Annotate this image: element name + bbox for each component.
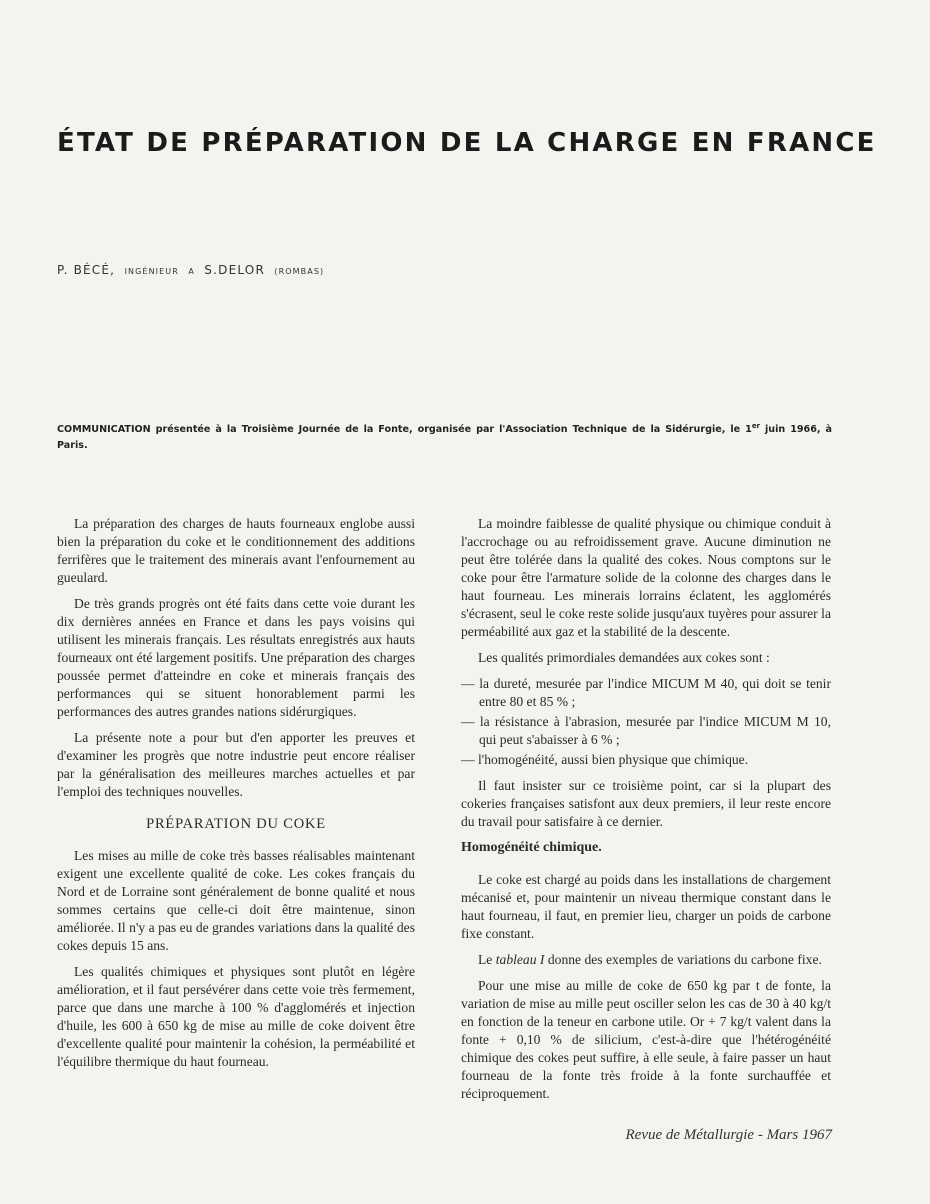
communication-tail: juin 1966, à Paris. — [57, 424, 833, 452]
list-item: — la dureté, mesurée par l'indice MICUM M 40, qui doit se tenir entre 80 et 85 % ; — [461, 676, 831, 709]
subheading: Homogénéité chimique. — [461, 840, 602, 855]
author-line — [57, 263, 324, 277]
author-role: INGÉNIEUR — [124, 267, 179, 276]
list-item: — l'homogénéité, aussi bien physique que chimique. — [461, 752, 749, 767]
section-heading: PRÉPARATION DU COKE — [146, 816, 326, 832]
paragraph: La moindre faiblesse de qualité physique ou chimique conduit à l'accrochage ou au refroidissement grave. Aucune diminution ne peut être tolérée dans la qualité des cokes. Nous comptons sur le coke pour être l'armature solide de la colonne des charges dans le haut fourneau. Les minerais lorrains éclatent, les agglomérés s'écrasent, seul le coke reste solide jusqu'aux tuyères pour assurer la perméabilité aux gaz et la stabilité de la descente. — [461, 516, 831, 639]
paragraph: Les mises au mille de coke très basses réalisables maintenant exigent une excellente qualité de coke. Les cokes français du Nord et de Lorraine sont généralement de bonne qualité et nous sommes certains que celle-ci doit être maintenue, sinon améliorée. Il n'y a pas eu de grandes variations dans la qualité des cokes depuis 15 ans. — [57, 848, 415, 953]
paragraph: Les qualités chimiques et physiques sont plutôt en légère amélioration, et il faut persévérer dans cette voie très fermement, parce que dans une marche à 100 % d'agglomérés et injection d'huile, les 600 à 650 kg de mise au mille de coke doivent être d'excellente qualité pour maintenir la cohésion, la perméabilité et l'équilibre thermique du haut fourneau. — [57, 964, 415, 1069]
communication-note — [57, 418, 832, 454]
paragraph: Les qualités primordiales demandées aux cokes sont : — [478, 650, 770, 665]
table-reference: tableau I — [495, 952, 545, 967]
paragraph: De très grands progrès ont été faits dans cette voie durant les dix dernières années en France et dans les pays voisins qui utilisent les minerais français. Les résultats enregistrés aux hauts fourneaux ont été largement positifs. Une préparation des charges poussée permet d'atteindre en coke et minerais français des performances qui se situent honorablement parmi les performances des autres grandes nations sidérurgiques. — [57, 596, 415, 719]
paragraph: La préparation des charges de hauts fourneaux englobe aussi bien la préparation du coke et le conditionnement des additions ferrifères que le traitement des minerais avant l'enfournement au gueulard. — [57, 516, 415, 585]
author-company: S.DELOR — [204, 263, 265, 277]
text-run: Le — [478, 952, 496, 967]
left-column — [57, 515, 415, 1079]
text-run: donne des exemples de variations du carbone fixe. — [544, 952, 822, 967]
journal-footer: Revue de Métallurgie - Mars 1967 — [625, 1127, 832, 1143]
author-name: P. BÉCÉ, — [57, 263, 116, 277]
communication-lead: COMMUNICATION présentée à la Troisième Journée de la Fonte, organisée par l'Association Technique de la Sidérurgie, le 1 — [57, 424, 752, 436]
paragraph: Il faut insister sur ce troisième point, car si la plupart des cokeries françaises satisfont aux deux premiers, il leur reste encore du travail pour satisfaire à ce dernier. — [461, 778, 831, 829]
paragraph — [461, 951, 831, 969]
author-prep: A — [188, 267, 195, 276]
list-item: — la résistance à l'abrasion, mesurée par l'indice MICUM M 10, qui peut s'abaisser à 6 % ; — [461, 714, 831, 747]
paragraph: Pour une mise au mille de coke de 650 kg par t de fonte, la variation de mise au mille peut osciller selon les cas de 30 à 40 kg/t en fonction de la teneur en carbone utile. Or + 7 kg/t valent dans la fonte + 0,10 % de silicium, c'est-à-dire que l'hétérogénéité chimique des cokes peut suffire, à elle seule, à faire passer un haut fourneau de la fonte très froide à la fonte surchauffée et réciproquement. — [461, 978, 831, 1101]
author-place: (ROMBAS) — [274, 267, 325, 276]
page-title: ÉTAT DE PRÉPARATION DE LA CHARGE EN FRANCE — [57, 128, 877, 158]
paragraph: Le coke est chargé au poids dans les installations de chargement mécanisé et, pour maintenir un niveau thermique constant dans le haut fourneau, il faut, en premier lieu, charger un poids de carbone fixe constant. — [461, 872, 831, 941]
right-column — [461, 515, 831, 1111]
communication-sup: er — [751, 422, 761, 430]
paragraph: La présente note a pour but d'en apporter les preuves et d'examiner les progrès que notre industrie peut encore réaliser par la généralisation des meilleures marches actuelles et par l'emploi des techniques nouvelles. — [57, 730, 415, 799]
